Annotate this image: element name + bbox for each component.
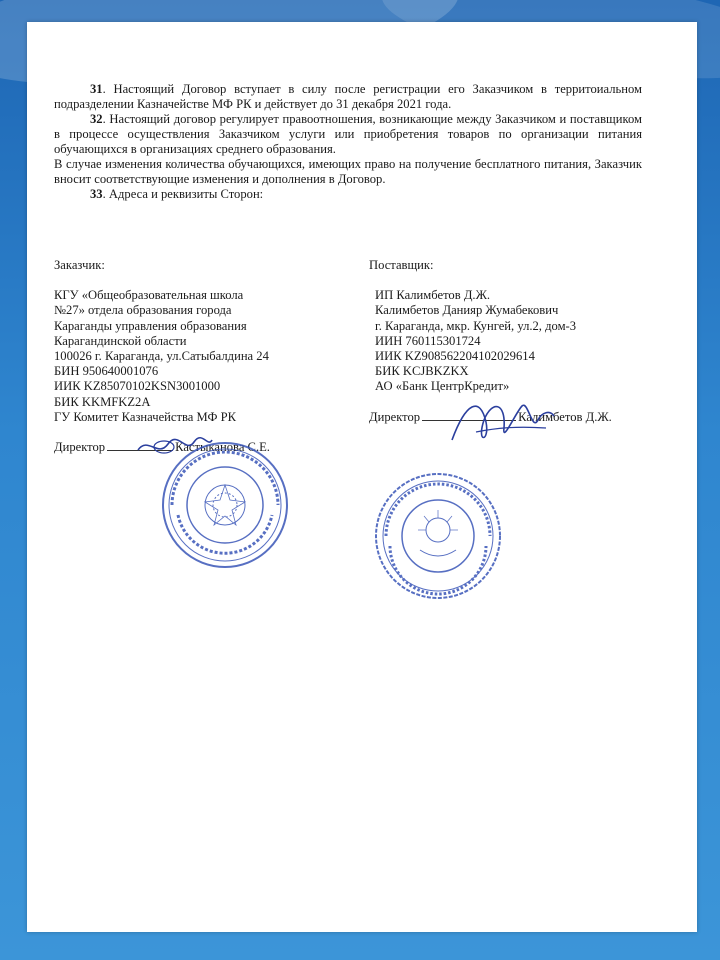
- supplier-line: Калимбетов Данияр Жумабекович: [375, 303, 559, 318]
- customer-line: №27» отдела образования города: [54, 303, 232, 318]
- supplier-heading: Поставщик:: [369, 258, 434, 272]
- customer-line: Карагандинской области: [54, 333, 187, 348]
- supplier-lines: [369, 288, 659, 394]
- supplier-sign-name: Калимбетов Д.Ж.: [518, 409, 612, 424]
- customer-line: БИН 950640001076: [54, 364, 159, 379]
- customer-signature-mark: [134, 430, 214, 462]
- customer-sign-label: Директор: [54, 440, 106, 455]
- supplier-seal-stamp: [372, 470, 504, 602]
- clause-33-text: . Адреса и реквизиты Сторон:: [102, 187, 264, 201]
- supplier-signature-mark: [446, 392, 556, 452]
- customer-line: ГУ Комитет Казначейства МФ РК: [54, 409, 237, 424]
- document-content: [54, 82, 642, 455]
- customer-line: ИИК KZ85070102KSN3001000: [54, 379, 221, 394]
- supplier-line: ИП Калимбетов Д.Ж.: [375, 288, 490, 303]
- customer-line: БИК KKMFKZ2A: [54, 394, 151, 409]
- supplier-line: г. Караганда, мкр. Кунгей, ул.2, дом-3: [375, 318, 577, 333]
- clause-32-number: 32: [90, 112, 103, 126]
- clause-31-number: 31: [90, 82, 103, 96]
- supplier-line: БИК KCJBKZKX: [375, 364, 469, 379]
- clause-33-number: 33: [90, 187, 103, 201]
- supplier-line: ИИК KZ908562204102029614: [375, 349, 535, 364]
- customer-heading: Заказчик:: [54, 258, 105, 272]
- supplier-line: АО «Банк ЦентрКредит»: [375, 379, 510, 394]
- customer-sign-name: Кастыканова С.Е.: [175, 440, 270, 455]
- clause-32-text: . Настоящий договор регулирует правоотношения, возникающие между Заказчиком и поставщиком в процессе осуществления Заказчиком услуги или приобретения товаров по организации питания обучающихся в организациях среднего образования.: [54, 112, 642, 156]
- document-page: [27, 22, 697, 932]
- clause-32-extra: В случае изменения количества обучающихся, имеющих право на получение бесплатного питания, Заказчик вносит соответствующие изменения и дополнения в Договор.: [54, 157, 642, 186]
- supplier-sign-label: Директор: [369, 409, 421, 424]
- customer-details: [54, 258, 354, 455]
- customer-line: Караганды управления образования: [54, 318, 247, 333]
- supplier-line: ИИН 760115301724: [375, 333, 481, 348]
- clause-33: [54, 187, 642, 202]
- clause-31-text: . Настоящий Договор вступает в силу после регистрации его Заказчиком в территоиальном подразделении Казначействе МФ РК и действует до 31 декабря 2021 года.: [54, 82, 642, 111]
- customer-line: 100026 г. Караганда, ул.Сатыбалдина 24: [54, 349, 269, 364]
- clause-31: [54, 82, 642, 112]
- customer-line: КГУ «Общеобразовательная школа: [54, 288, 244, 303]
- clause-32: [54, 112, 642, 157]
